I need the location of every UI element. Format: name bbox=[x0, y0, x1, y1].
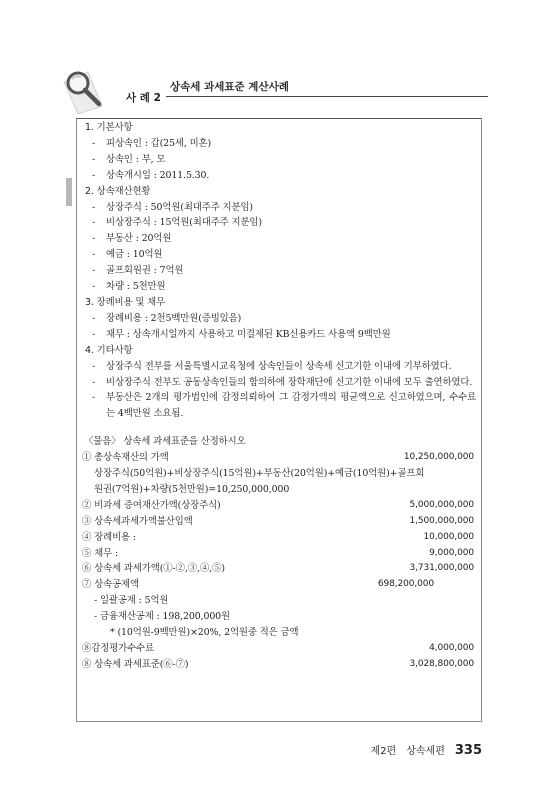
list-item: - 상속개시일 : 2011.5.30. bbox=[92, 169, 210, 181]
list-item: - 상장주식 : 50억원(최대주주 지분임) bbox=[92, 201, 253, 213]
list-item: - 골프회원권 : 7억원 bbox=[92, 265, 184, 277]
question bbox=[84, 434, 482, 450]
case-label: 사 례 2 bbox=[126, 92, 161, 104]
section-heading: 1. 기본사항 bbox=[85, 122, 133, 133]
answer-row: ② 비과세 증여재산가액(상장주식) 5,000,000,000 bbox=[82, 499, 474, 511]
case-header bbox=[58, 66, 488, 116]
answer-row: ⑥ 상속세 과세가액(①-②,③,④,⑤) 3,731,000,000 bbox=[82, 563, 474, 575]
answer-row: ③ 상속세과세가액불산입액 1,500,000,000 bbox=[82, 515, 474, 527]
list-item: - 피상속인 : 갑(25세, 미혼) bbox=[92, 137, 212, 149]
list-item: - 차량 : 5천만원 bbox=[92, 281, 166, 293]
section-heading: 2. 상속재산현황 bbox=[85, 185, 151, 197]
question-tag: 〈물음〉 bbox=[84, 436, 121, 448]
footer-part: 제2편 bbox=[370, 746, 397, 757]
section-heading: 4. 기타사항 bbox=[85, 344, 133, 356]
answer-detail: - 일괄공제 : 5억원 bbox=[94, 595, 169, 607]
list-item: - 비상장주식 전부도 공동상속인들의 합의하에 장학재단에 신고기한 이내에 모두 출연하였다. bbox=[92, 376, 473, 388]
answer-row: ⑧감정평가수수료 4,000,000 bbox=[82, 643, 474, 654]
list-item: - 비상장주식 : 15억원(최대주주 지분임) bbox=[92, 217, 262, 229]
answer-row: ⑤ 채무 : 9,000,000 bbox=[82, 547, 474, 559]
answer-detail: - 금융재산공제 : 198,200,000원 bbox=[94, 611, 231, 623]
page-number: 335 bbox=[454, 743, 482, 758]
answer-row: ① 총상속재산의 가액 10,250,000,000 bbox=[82, 452, 474, 464]
case-title: 상속세 과세표준 계산사례 bbox=[170, 81, 289, 93]
margin-strip bbox=[66, 178, 72, 206]
answer-row: ⑦ 상속공제액 698,200,000 bbox=[82, 579, 434, 591]
section-heading: 3. 장례비용 및 채무 bbox=[85, 296, 166, 308]
list-item: - 부동산은 2개의 평가법인에 감정의뢰하여 그 감정가액의 평균액으로 신고하였으며, 수수료는 4백만원 소요됨. bbox=[92, 392, 476, 420]
answer-detail: 상장주식(50억원)+비상장주식(15억원)+부동산(20억원)+예금(10억원)+골프회 bbox=[94, 468, 425, 480]
answer-row: ④ 장례비용 : 10,000,000 bbox=[82, 531, 474, 543]
footer-section: 상속세편 bbox=[406, 746, 445, 757]
answer-detail: 원권(7억원)+차량(5천만원)=10,250,000,000 bbox=[94, 483, 290, 495]
magnifier-icon bbox=[58, 66, 110, 116]
list-item: - 상속인 : 부, 모 bbox=[92, 153, 166, 165]
list-item: - 채무 : 상속개시일까지 사용하고 미결제된 KB신용카드 사용액 9백만원 bbox=[92, 328, 391, 340]
case-content bbox=[82, 120, 482, 673]
page-footer bbox=[371, 742, 482, 758]
list-item: - 상장주식 전부를 서울특별시교육청에 상속인들이 상속세 신고기한 이내에 기부하였다. bbox=[92, 360, 452, 372]
answer-note: * (10억원-9백만원)×20%, 2억원중 적은 금액 bbox=[110, 627, 299, 639]
list-item: - 예금 : 10억원 bbox=[92, 249, 163, 261]
question-text: 상속세 과세표준을 산정하시오 bbox=[123, 436, 246, 448]
answer-row: ⑧ 상속세 과세표준(⑥-⑦) 3,028,800,000 bbox=[82, 658, 474, 670]
list-item: - 부동산 : 20억원 bbox=[92, 233, 172, 245]
title-underline bbox=[166, 96, 488, 97]
list-item: - 장례비용 : 2천5백만원(증빙있음) bbox=[92, 312, 242, 324]
